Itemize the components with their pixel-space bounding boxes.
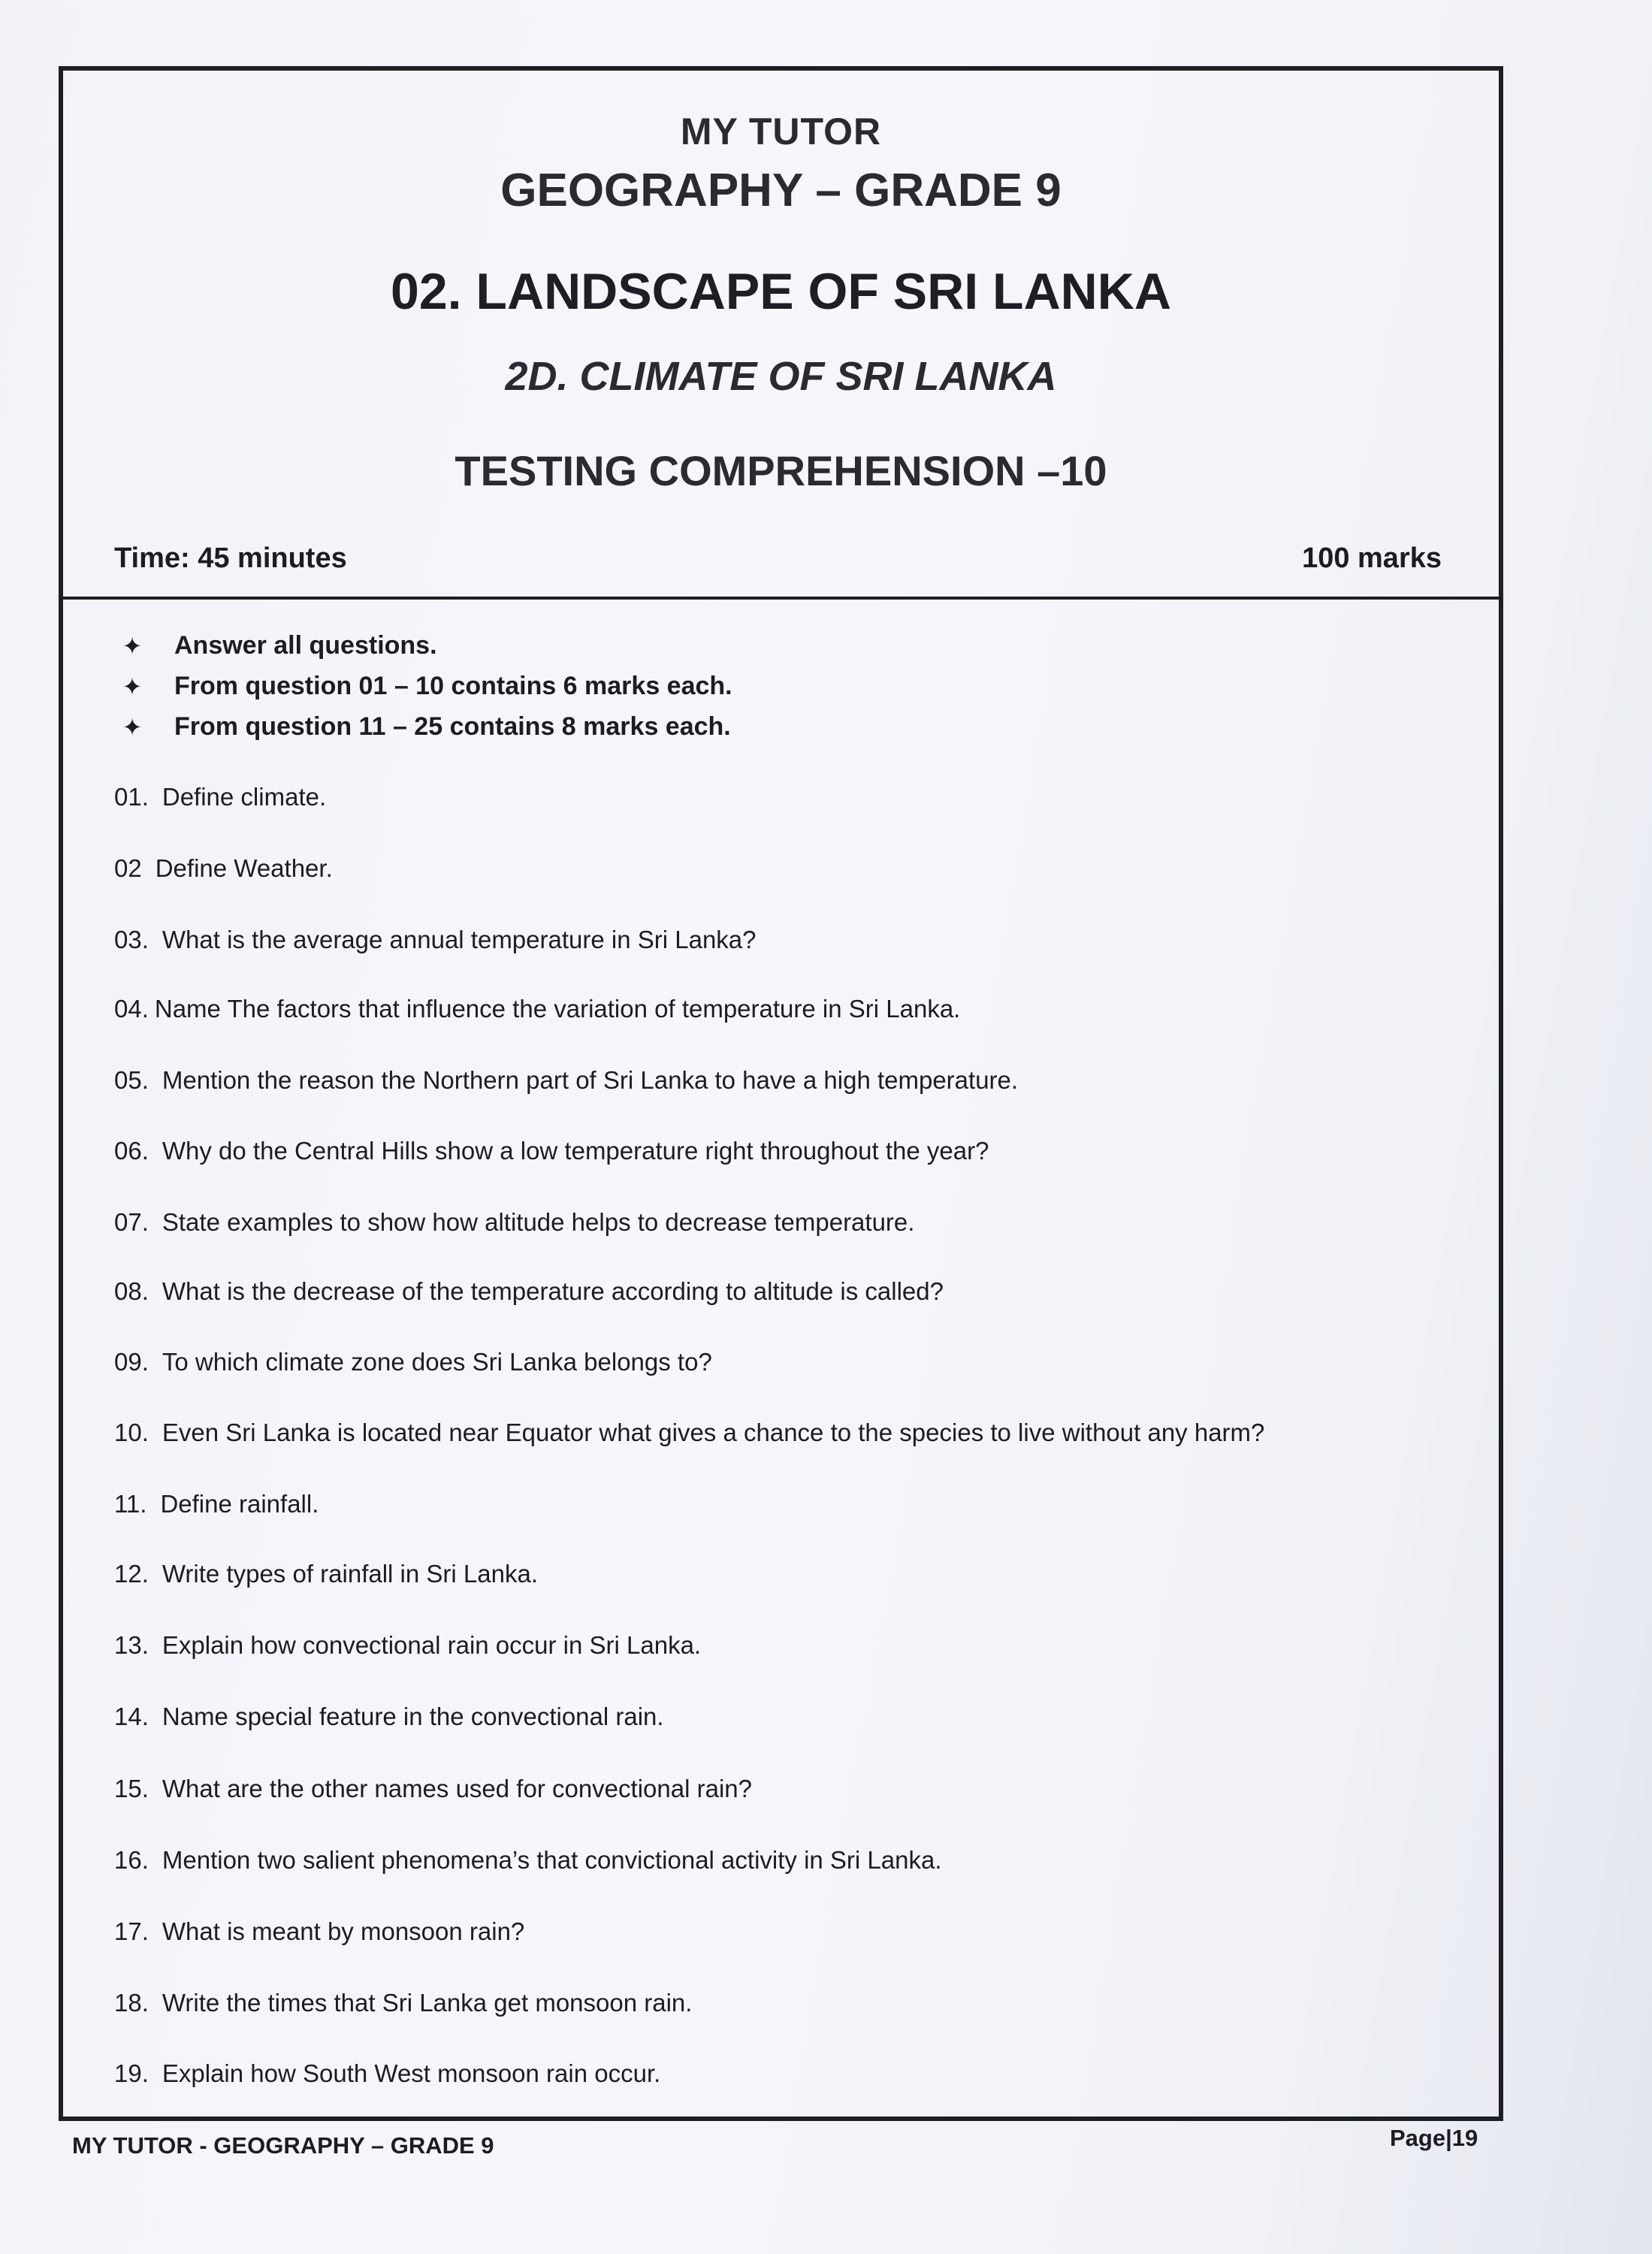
instruction-text: From question 01 – 10 contains 6 marks each.: [174, 672, 732, 700]
question-number: 14.: [114, 1703, 149, 1730]
page-frame: [59, 66, 1503, 2121]
question-text: Explain how South West monsoon rain occur.: [162, 2059, 661, 2087]
section-title: 2D. CLIMATE OF SRI LANKA: [505, 354, 1057, 399]
question-number: 07.: [114, 1208, 149, 1236]
question-number: 02: [114, 854, 142, 882]
question-text: What is the average annual temperature in Sri Lanka?: [162, 926, 757, 953]
instruction-text: From question 11 – 25 contains 8 marks each.: [174, 712, 731, 741]
question-item: [114, 1277, 944, 1306]
question-text: What are the other names used for convectional rain?: [162, 1775, 752, 1802]
total-marks: 100 marks: [1302, 542, 1442, 574]
header-divider: [63, 597, 1499, 600]
question-number: 04.: [114, 995, 149, 1023]
question-number: 10.: [114, 1419, 149, 1446]
question-number: 08.: [114, 1277, 149, 1305]
question-item: [114, 1631, 701, 1660]
question-text: What is meant by monsoon rain?: [162, 1917, 525, 1945]
question-number: 17.: [114, 1917, 149, 1945]
question-number: 05.: [114, 1066, 149, 1094]
question-text: To which climate zone does Sri Lanka belongs to?: [162, 1348, 712, 1376]
question-item: [114, 1066, 1018, 1095]
question-item: [114, 1989, 692, 2017]
question-text: What is the decrease of the temperature according to altitude is called?: [162, 1277, 944, 1305]
four-point-star-icon: ✦: [122, 632, 143, 660]
question-number: 18.: [114, 1989, 149, 2017]
time-allowed: Time: 45 minutes: [114, 542, 347, 574]
question-item: [114, 1703, 664, 1731]
question-text: Define Weather.: [155, 854, 333, 882]
question-item: [114, 1560, 538, 1588]
question-number: 03.: [114, 926, 149, 953]
test-title: TESTING COMPREHENSION –10: [455, 447, 1107, 494]
question-text: Write types of rainfall in Sri Lanka.: [162, 1560, 538, 1588]
question-number: 13.: [114, 1631, 149, 1659]
question-text: Write the times that Sri Lanka get monsoon rain.: [162, 1989, 693, 2017]
footer-title: MY TUTOR - GEOGRAPHY – GRADE 9: [72, 2132, 494, 2159]
question-text: Define rainfall.: [160, 1490, 319, 1518]
subject-title: GEOGRAPHY – GRADE 9: [500, 165, 1062, 216]
question-text: Explain how convectional rain occur in Sri Lanka.: [162, 1631, 702, 1659]
chapter-title: 02. LANDSCAPE OF SRI LANKA: [391, 263, 1171, 320]
question-text: Why do the Central Hills show a low temperature right throughout the year?: [162, 1137, 989, 1165]
question-item: [114, 1846, 942, 1875]
page-number: Page|19: [1390, 2125, 1478, 2151]
instruction-text: Answer all questions.: [174, 631, 437, 660]
question-text: Define climate.: [162, 783, 327, 811]
question-item: [114, 854, 333, 883]
question-item: [114, 1490, 319, 1518]
four-point-star-icon: ✦: [122, 713, 143, 741]
question-text: State examples to show how altitude helps to decrease temperature.: [162, 1208, 915, 1236]
question-text: Mention the reason the Northern part of Sri Lanka to have a high temperature.: [162, 1066, 1019, 1094]
question-number: 19.: [114, 2059, 149, 2087]
question-text: Name special feature in the convectional rain.: [162, 1703, 664, 1730]
question-item: [114, 1208, 914, 1237]
question-item: [114, 1775, 752, 1803]
question-number: 09.: [114, 1348, 149, 1376]
question-text: Even Sri Lanka is located near Equator what gives a chance to the species to live without any harm?: [162, 1419, 1265, 1446]
question-item: [114, 1419, 1264, 1447]
question-text: Mention two salient phenomena’s that convictional activity in Sri Lanka.: [162, 1846, 942, 1874]
instruction-item: [117, 672, 732, 701]
question-item: [114, 2059, 660, 2088]
question-item: [114, 1348, 712, 1376]
brand-title: MY TUTOR: [680, 110, 882, 153]
question-number: 11.: [114, 1490, 147, 1518]
instruction-item: [117, 631, 437, 660]
question-item: [114, 995, 960, 1023]
question-number: 12.: [114, 1560, 149, 1588]
question-item: [114, 783, 326, 811]
question-item: [114, 1137, 989, 1165]
question-item: [114, 1917, 524, 1946]
four-point-star-icon: ✦: [122, 672, 143, 700]
instruction-item: [117, 712, 731, 742]
question-number: 16.: [114, 1846, 149, 1874]
question-number: 06.: [114, 1137, 149, 1165]
question-number: 15.: [114, 1775, 149, 1802]
question-item: [114, 926, 757, 954]
question-number: 01.: [114, 783, 149, 811]
question-text: Name The factors that influence the variation of temperature in Sri Lanka.: [154, 995, 961, 1023]
